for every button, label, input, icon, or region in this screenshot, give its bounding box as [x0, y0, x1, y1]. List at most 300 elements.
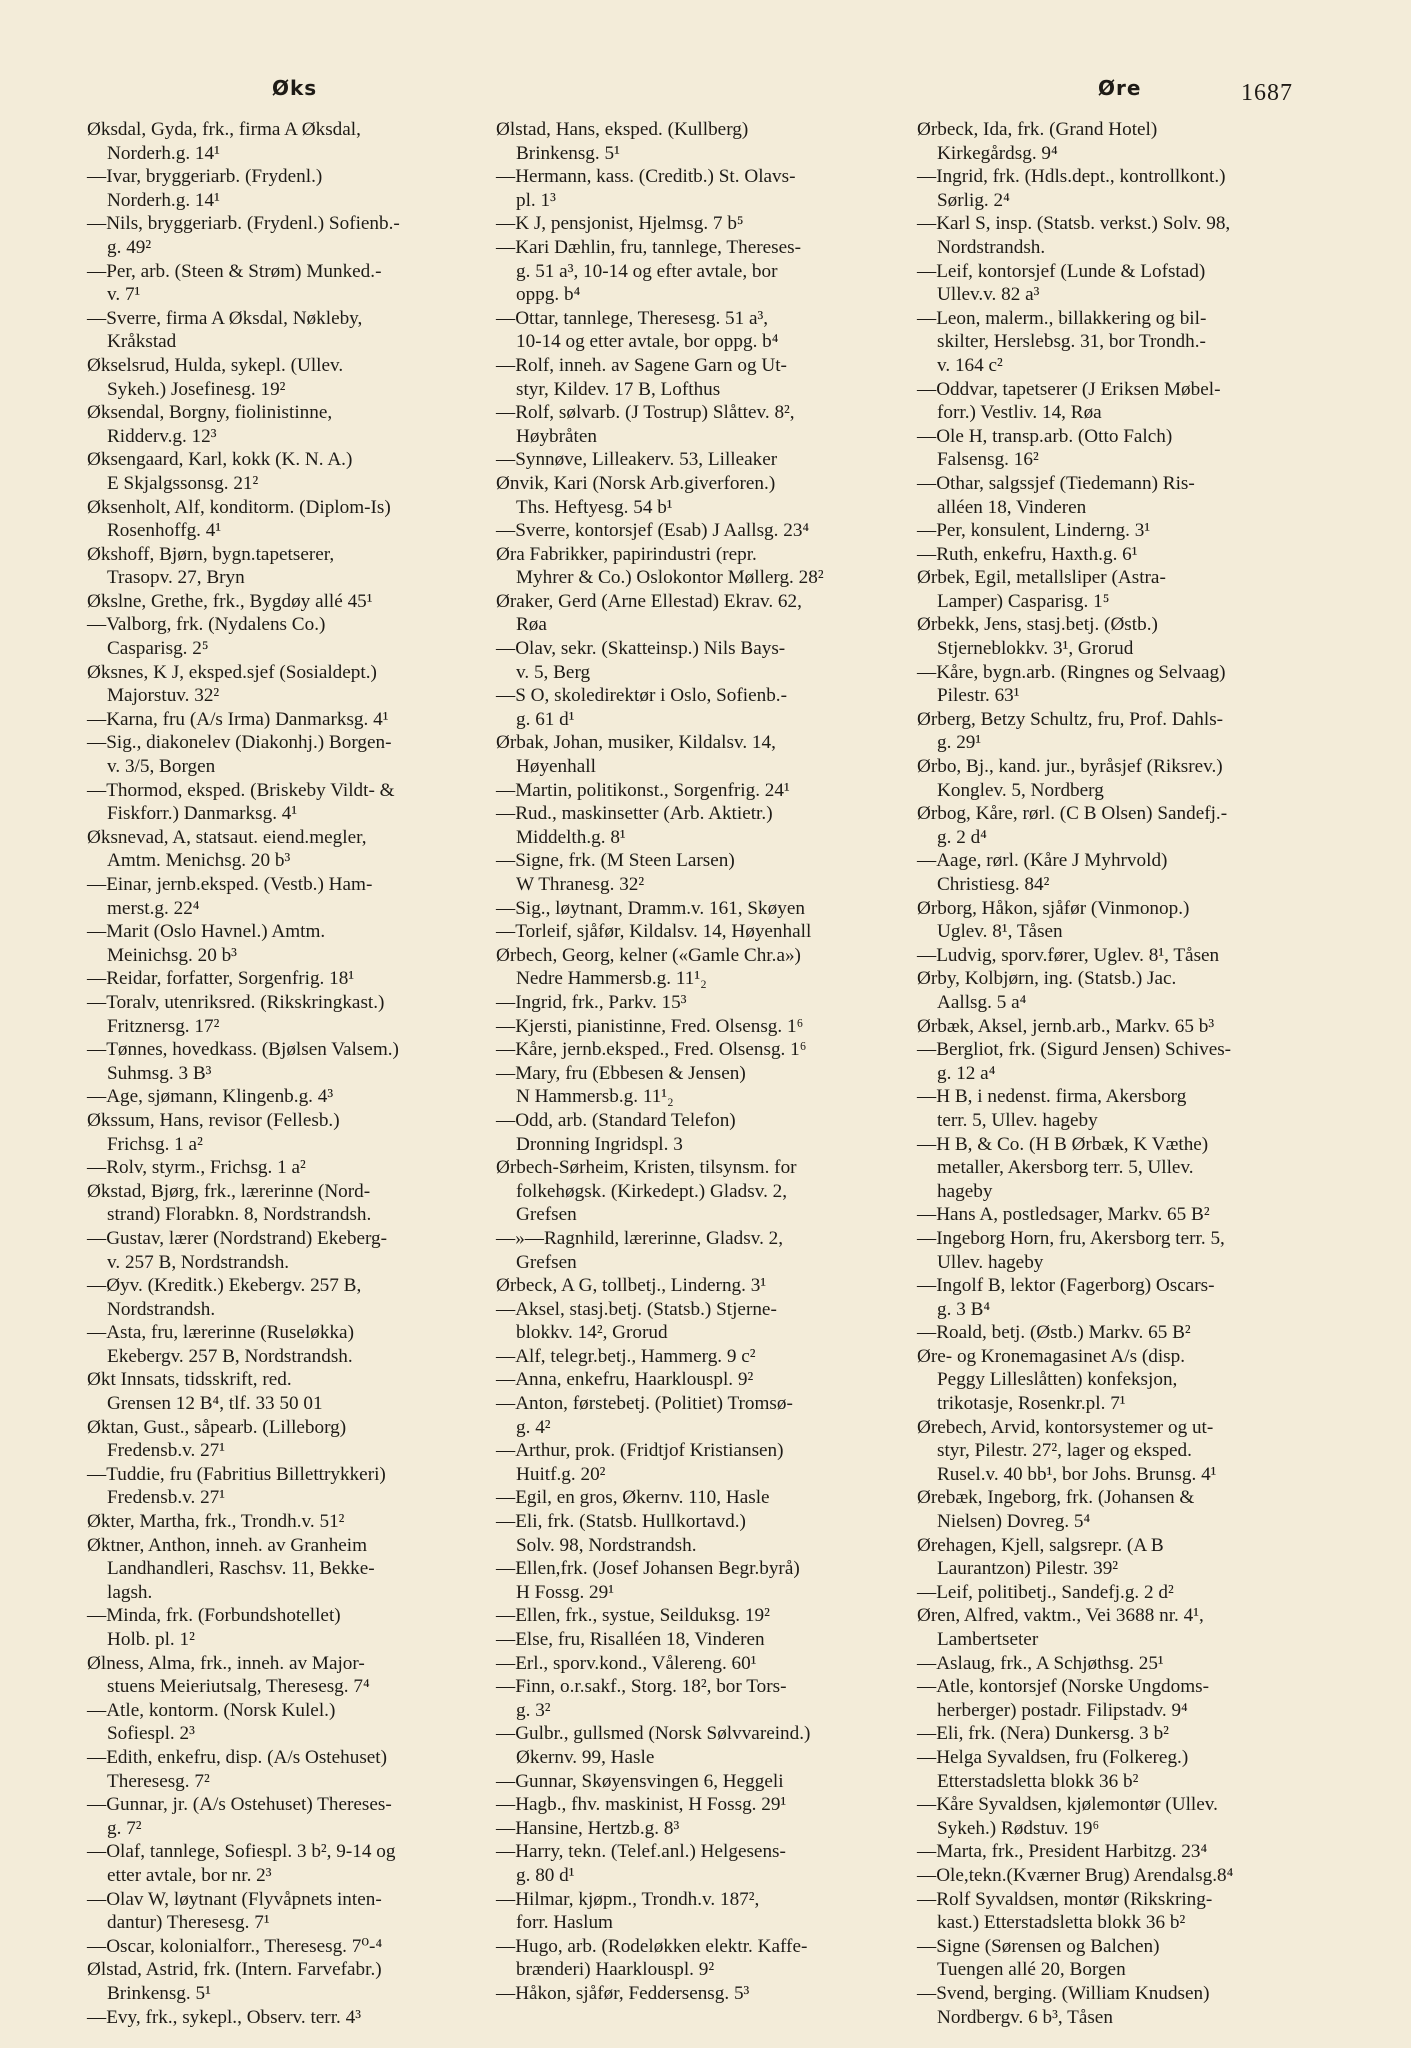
- entry-line: —Atle, kontorsjef (Norske Ungdoms-: [917, 1676, 1210, 1698]
- entry-line: Øksengaard, Karl, kokk (K. N. A.): [87, 449, 353, 471]
- directory-entry: [496, 590, 904, 637]
- entry-continuation: Theresesg. 7²: [107, 1770, 210, 1792]
- entry-line: —Alf, telegr.betj., Hammerg. 9 c²: [496, 1345, 756, 1367]
- directory-entry: [496, 1109, 904, 1156]
- entry-line: Øksenholt, Alf, konditorm. (Diplom-Is): [87, 496, 391, 518]
- entry-line: —Hagb., fhv. maskinist, H Fossg. 29¹: [496, 1794, 787, 1816]
- directory-entry: [87, 1888, 495, 1935]
- entry-continuation: alléen 18, Vinderen: [937, 496, 1087, 518]
- entry-line: —Olav W, løytnant (Flyvåpnets inten-: [87, 1888, 382, 1910]
- directory-entry: [917, 897, 1325, 944]
- entry-line: —Ellen,frk. (Josef Johansen Begr.byrå): [496, 1558, 800, 1580]
- directory-entry: [87, 165, 495, 212]
- directory-entry: [496, 1038, 904, 1062]
- entry-line: —Karna, fru (A/s Irma) Danmarksg. 4¹: [87, 708, 389, 730]
- entry-line: Økstad, Bjørg, frk., lærerinne (Nord-: [87, 1180, 371, 1202]
- directory-entry: [917, 1534, 1325, 1581]
- directory-entry: [87, 708, 495, 732]
- directory-entry: [917, 1652, 1325, 1676]
- directory-entry: [87, 1935, 495, 1959]
- entry-line: —Synnøve, Lilleakerv. 53, Lilleaker: [496, 449, 778, 471]
- directory-entry: [496, 920, 904, 944]
- directory-entry: [496, 637, 904, 684]
- entry-line: —Hermann, kass. (Creditb.) St. Olavs-: [496, 166, 796, 188]
- entry-continuation: v. 257 B, Nordstrandsh.: [107, 1251, 290, 1273]
- entry-line: —Rolf, sølvarb. (J Tostrup) Slåttev. 8²,: [496, 402, 795, 424]
- entry-continuation: stuens Meieriutsalg, Theresesg. 7⁴: [107, 1676, 370, 1698]
- entry-continuation: forr.) Vestliv. 14, Røa: [937, 402, 1102, 424]
- directory-entry: [917, 1345, 1325, 1416]
- entry-continuation: trikotasje, Rosenkr.pl. 7¹: [937, 1393, 1126, 1415]
- directory-entry: [87, 1604, 495, 1651]
- entry-line: —Nils, bryggeriarb. (Frydenl.) Sofienb.-: [87, 213, 400, 235]
- entry-continuation: g. 3²: [516, 1699, 551, 1721]
- directory-entry: [496, 1368, 904, 1392]
- entry-line: —S O, skoledirektør i Oslo, Sofienb.-: [496, 685, 787, 707]
- directory-entry: [917, 1604, 1325, 1651]
- directory-entry: [87, 1746, 495, 1793]
- entry-continuation: Suhmsg. 3 B³: [107, 1062, 212, 1084]
- entry-line: —Hans A, postledsager, Markv. 65 B²: [917, 1204, 1210, 1226]
- directory-entry: [917, 944, 1325, 968]
- directory-entry: [87, 307, 495, 354]
- entry-line: Ørbæk, Aksel, jernb.arb., Markv. 65 b³: [917, 1015, 1215, 1037]
- directory-entry: [917, 1793, 1325, 1840]
- entry-continuation: Fritznersg. 17²: [107, 1015, 220, 1037]
- entry-continuation: g. 61 d¹: [516, 708, 575, 730]
- entry-line: Økter, Martha, frk., Trondh.v. 51²: [87, 1511, 345, 1533]
- entry-continuation: Nedre Hammersb.g. 11¹₂: [516, 968, 707, 990]
- directory-entry: [87, 1840, 495, 1887]
- directory-entry: [917, 1581, 1325, 1605]
- directory-entry: [917, 212, 1325, 259]
- entry-line: —Eli, frk. (Statsb. Hullkortavd.): [496, 1511, 746, 1533]
- entry-continuation: Brinkensg. 5¹: [107, 1982, 211, 2004]
- entry-continuation: merst.g. 22⁴: [107, 897, 200, 919]
- entry-continuation: Sykeh.) Josefinesg. 19²: [107, 378, 286, 400]
- directory-entry: [496, 1840, 904, 1887]
- entry-line: —Toralv, utenriksred. (Rikskringkast.): [87, 991, 385, 1013]
- entry-line: —Marta, frk., President Harbitzg. 23⁴: [917, 1841, 1208, 1863]
- directory-entry: [87, 873, 495, 920]
- entry-continuation: v. 5, Berg: [516, 661, 591, 683]
- entry-continuation: g. 3 B⁴: [937, 1298, 991, 1320]
- entry-line: —Rolf, inneh. av Sagene Garn og Ut-: [496, 354, 787, 376]
- directory-entry: [496, 1298, 904, 1345]
- directory-entry: [496, 1675, 904, 1722]
- entry-continuation: Nordbergv. 6 b³, Tåsen: [937, 2006, 1113, 2028]
- directory-entry: [87, 118, 495, 165]
- directory-entry: [496, 1722, 904, 1769]
- directory-entry: [496, 1274, 904, 1298]
- entry-continuation: Uglev. 8¹, Tåsen: [937, 921, 1063, 943]
- directory-entry: [87, 1368, 495, 1415]
- entry-line: —Helga Syvaldsen, fru (Folkereg.): [917, 1746, 1189, 1768]
- entry-line: —Sig., løytnant, Dramm.v. 161, Skøyen: [496, 897, 805, 919]
- entry-continuation: blokkv. 14², Grorud: [516, 1322, 668, 1344]
- entry-line: —Ruth, enkefru, Haxth.g. 6¹: [917, 543, 1138, 565]
- entry-line: —Håkon, sjåfør, Feddersensg. 5³: [496, 1982, 750, 2004]
- entry-continuation: styr, Pilestr. 27², lager og eksped.: [937, 1440, 1192, 1462]
- entry-continuation: v. 7¹: [107, 284, 141, 306]
- directory-entry: [87, 613, 495, 660]
- entry-line: —Ivar, bryggeriarb. (Frydenl.): [87, 166, 323, 188]
- column-middle: [496, 118, 904, 2006]
- entry-line: —Martin, politikonst., Sorgenfrig. 24¹: [496, 779, 790, 801]
- directory-entry: [87, 779, 495, 826]
- directory-entry: [496, 1652, 904, 1676]
- directory-entry: [496, 1888, 904, 1935]
- directory-entry: [87, 1109, 495, 1156]
- entry-line: —Finn, o.r.sakf., Storg. 18², bor Tors-: [496, 1676, 787, 1698]
- entry-continuation: 10-14 og etter avtale, bor oppg. b⁴: [516, 331, 779, 353]
- entry-continuation: Ullev. hageby: [937, 1251, 1044, 1273]
- entry-line: —Othar, salgssjef (Tiedemann) Ris-: [917, 472, 1195, 494]
- page-number: 1687: [1241, 80, 1293, 106]
- entry-continuation: v. 164 c²: [937, 354, 1003, 376]
- directory-entry: [87, 1652, 495, 1699]
- entry-line: —H B, i nedenst. firma, Akersborg: [917, 1086, 1187, 1108]
- entry-line: Økssum, Hans, revisor (Fellesb.): [87, 1109, 340, 1131]
- entry-continuation: Peggy Lilleslåtten) konfeksjon,: [937, 1369, 1178, 1391]
- entry-line: Ørbeck, Ida, frk. (Grand Hotel): [917, 119, 1158, 140]
- entry-line: —Anna, enkefru, Haarklouspl. 9²: [496, 1369, 754, 1391]
- entry-continuation: Fredensb.v. 27¹: [107, 1487, 226, 1509]
- entry-line: —Øyv. (Kreditk.) Ekebergv. 257 B,: [87, 1275, 362, 1297]
- entry-continuation: Meinichsg. 20 b³: [107, 944, 237, 966]
- entry-line: —Olaf, tannlege, Sofiespl. 3 b², 9-14 og: [87, 1841, 396, 1863]
- directory-entry: [87, 1534, 495, 1605]
- directory-entry: [496, 118, 904, 165]
- directory-entry: [496, 802, 904, 849]
- entry-line: Ørbeck, A G, tollbetj., Linderng. 3¹: [496, 1275, 767, 1297]
- entry-line: Ørbek, Egil, metallsliper (Astra-: [917, 567, 1166, 589]
- entry-continuation: N Hammersb.g. 11¹₂: [516, 1086, 674, 1108]
- entry-line: —Hilmar, kjøpm., Trondh.v. 187²,: [496, 1888, 760, 1910]
- entry-continuation: Huitf.g. 20²: [516, 1463, 606, 1485]
- directory-entry: [87, 212, 495, 259]
- entry-continuation: Nordstrandsh.: [937, 236, 1046, 258]
- entry-continuation: Ekebergv. 257 B, Nordstrandsh.: [107, 1345, 353, 1367]
- entry-continuation: Lambertseter: [937, 1629, 1039, 1650]
- entry-continuation: Røa: [516, 614, 547, 636]
- directory-entry: [496, 1770, 904, 1794]
- directory-entry: [917, 1203, 1325, 1227]
- entry-line: —Edith, enkefru, disp. (A/s Ostehuset): [87, 1746, 388, 1768]
- entry-line: Ørborg, Håkon, sjåfør (Vinmonop.): [917, 897, 1190, 919]
- entry-line: —Erl., sporv.kond., Vålereng. 60¹: [496, 1652, 757, 1674]
- entry-line: Øre- og Kronemagasinet A/s (disp.: [917, 1345, 1186, 1367]
- entry-line: Ørebech, Arvid, kontorsystemer og ut-: [917, 1416, 1214, 1438]
- directory-entry: [87, 354, 495, 401]
- directory-entry: [917, 1416, 1325, 1487]
- directory-entry: [496, 472, 904, 519]
- entry-line: —Sig., diakonelev (Diakonhj.) Borgen-: [87, 732, 392, 754]
- entry-line: —Ole,tekn.(Kværner Brug) Arendalsg.8⁴: [917, 1864, 1234, 1886]
- entry-continuation: Norderh.g. 14¹: [107, 142, 220, 164]
- entry-continuation: Sykeh.) Rødstuv. 19⁶: [937, 1817, 1100, 1839]
- entry-line: —Einar, jernb.eksped. (Vestb.) Ham-: [87, 874, 373, 895]
- directory-entry: [917, 802, 1325, 849]
- directory-entry: [917, 118, 1325, 165]
- directory-entry: [917, 1274, 1325, 1321]
- entry-line: —Hansine, Hertzb.g. 8³: [496, 1817, 680, 1839]
- directory-entry: [87, 991, 495, 1038]
- entry-line: —Ludvig, sporv.fører, Uglev. 8¹, Tåsen: [917, 944, 1220, 966]
- entry-continuation: folkehøgsk. (Kirkedept.) Gladsv. 2,: [516, 1180, 788, 1202]
- entry-line: Øraker, Gerd (Arne Ellestad) Ekrav. 62,: [496, 590, 802, 612]
- entry-continuation: Frichsg. 1 a²: [107, 1133, 203, 1155]
- entry-line: —Thormod, eksped. (Briskeby Vildt- &: [87, 779, 395, 801]
- directory-entry: [917, 1722, 1325, 1746]
- entry-line: —Gulbr., gullsmed (Norsk Sølvvareind.): [496, 1723, 811, 1745]
- entry-line: Ølstad, Astrid, frk. (Intern. Farvefabr.): [87, 1959, 382, 1981]
- entry-line: —Gustav, lærer (Nordstrand) Ekeberg-: [87, 1227, 387, 1249]
- directory-entry: [496, 448, 904, 472]
- entry-line: —K J, pensjonist, Hjelmsg. 7 b⁵: [496, 213, 744, 235]
- directory-entry: [87, 826, 495, 873]
- entry-continuation: Rusel.v. 40 bb¹, bor Johs. Brunsg. 4¹: [937, 1463, 1217, 1485]
- entry-continuation: Norderh.g. 14¹: [107, 189, 220, 211]
- entry-line: —Rolv, styrm., Frichsg. 1 a²: [87, 1157, 306, 1179]
- entry-continuation: pl. 1³: [516, 189, 556, 211]
- directory-entry: [496, 1793, 904, 1817]
- entry-line: —H B, & Co. (H B Ørbæk, K Væthe): [917, 1133, 1209, 1155]
- entry-continuation: Ridderv.g. 12³: [107, 425, 217, 447]
- entry-continuation: E Skjalgssonsg. 21²: [107, 472, 259, 494]
- directory-entry: [917, 1321, 1325, 1345]
- entry-line: Ørby, Kolbjørn, ing. (Statsb.) Jac.: [917, 968, 1177, 990]
- entry-line: Ølstad, Hans, eksped. (Kullberg): [496, 119, 749, 140]
- directory-entry: [87, 1793, 495, 1840]
- entry-line: —Else, fru, Risalléen 18, Vinderen: [496, 1629, 765, 1650]
- entry-line: —Ingrid, frk. (Hdls.dept., kontrollkont.): [917, 166, 1226, 188]
- entry-line: —Ole H, transp.arb. (Otto Falch): [917, 425, 1173, 447]
- directory-entry: [87, 1510, 495, 1534]
- entry-line: —Signe (Sørensen og Balchen): [917, 1935, 1160, 1957]
- entry-line: Øktan, Gust., såpearb. (Lilleborg): [87, 1416, 347, 1438]
- entry-continuation: Laurantzon) Pilestr. 39²: [937, 1558, 1119, 1580]
- directory-entry: [496, 1227, 904, 1274]
- entry-line: Økselsrud, Hulda, sykepl. (Ullev.: [87, 354, 344, 376]
- entry-line: Øksnes, K J, eksped.sjef (Sosialdept.): [87, 661, 377, 683]
- directory-entry: [87, 2006, 495, 2030]
- entry-line: Øksdal, Gyda, frk., firma A Øksdal,: [87, 119, 361, 140]
- directory-entry: [496, 1628, 904, 1652]
- entry-line: Ørbak, Johan, musiker, Kildalsv. 14,: [496, 732, 776, 754]
- directory-entry: [496, 991, 904, 1015]
- directory-entry: [87, 1038, 495, 1085]
- entry-continuation: terr. 5, Ullev. hageby: [937, 1109, 1098, 1131]
- directory-entry: [496, 236, 904, 307]
- entry-continuation: Holb. pl. 1²: [107, 1629, 195, 1650]
- directory-entry: [496, 165, 904, 212]
- directory-entry: [496, 1062, 904, 1109]
- entry-continuation: Landhandleri, Raschsv. 11, Bekke-: [107, 1558, 375, 1580]
- directory-entry: [496, 1015, 904, 1039]
- directory-entry: [917, 1840, 1325, 1864]
- entry-continuation: etter avtale, bor nr. 2³: [107, 1864, 272, 1886]
- entry-continuation: forr. Haslum: [516, 1912, 613, 1934]
- directory-entry: [917, 1085, 1325, 1132]
- entry-continuation: Etterstadsletta blokk 36 b²: [937, 1770, 1139, 1792]
- entry-line: Ørbech-Sørheim, Kristen, tilsynsm. for: [496, 1157, 797, 1179]
- directory-entry: [496, 1935, 904, 1982]
- entry-continuation: Solv. 98, Nordstrandsh.: [516, 1534, 697, 1556]
- entry-continuation: Sofiespl. 2³: [107, 1723, 195, 1745]
- directory-entry: [917, 1935, 1325, 1982]
- entry-line: Ønvik, Kari (Norsk Arb.giverforen.): [496, 472, 776, 494]
- directory-entry: [496, 307, 904, 354]
- entry-line: Ørbekk, Jens, stasj.betj. (Østb.): [917, 614, 1158, 636]
- directory-entry: [496, 731, 904, 778]
- entry-continuation: Konglev. 5, Nordberg: [937, 779, 1104, 801]
- entry-continuation: Økernv. 99, Hasle: [516, 1746, 655, 1768]
- entry-continuation: Aallsg. 5 a⁴: [937, 991, 1027, 1013]
- directory-entry: [917, 1864, 1325, 1888]
- entry-continuation: Kirkegårdsg. 9⁴: [937, 142, 1058, 164]
- entry-continuation: skilter, Herslebsg. 31, bor Trondh.-: [937, 331, 1206, 353]
- directory-entry: [496, 779, 904, 803]
- entry-continuation: herberger) postadr. Filipstadv. 9⁴: [937, 1699, 1188, 1721]
- entry-continuation: metaller, Akersborg terr. 5, Ullev.: [937, 1157, 1194, 1179]
- directory-entry: [87, 1463, 495, 1510]
- directory-entry: [87, 1180, 495, 1227]
- entry-line: —Leon, malerm., billakkering og bil-: [917, 307, 1207, 329]
- directory-entry: [917, 425, 1325, 472]
- directory-entry: [917, 1982, 1325, 2029]
- entry-line: —Tuddie, fru (Fabritius Billettrykkeri): [87, 1463, 386, 1485]
- entry-continuation: Sørlig. 2⁴: [937, 189, 1010, 211]
- directory-entry: [87, 1227, 495, 1274]
- directory-entry: [496, 1486, 904, 1510]
- entry-line: —Leif, politibetj., Sandefj.g. 2 d²: [917, 1581, 1174, 1603]
- directory-entry: [917, 472, 1325, 519]
- entry-line: —Oddvar, tapetserer (J Eriksen Møbel-: [917, 378, 1221, 400]
- directory-entry: [496, 1345, 904, 1369]
- entry-continuation: H Fossg. 29¹: [516, 1581, 614, 1603]
- entry-line: —Torleif, sjåfør, Kildalsv. 14, Høyenhall: [496, 921, 812, 943]
- entry-line: —Per, arb. (Steen & Strøm) Munked.-: [87, 260, 382, 282]
- directory-entry: [917, 661, 1325, 708]
- directory-entry: [496, 354, 904, 401]
- entry-line: Ølness, Alma, frk., inneh. av Major-: [87, 1652, 365, 1674]
- entry-continuation: Middelth.g. 8¹: [516, 826, 626, 848]
- directory-entry: [496, 944, 904, 991]
- entry-line: —Signe, frk. (M Steen Larsen): [496, 850, 735, 872]
- entry-line: —Kari Dæhlin, fru, tannlege, Thereses-: [496, 236, 801, 258]
- entry-line: —Ingeborg Horn, fru, Akersborg terr. 5,: [917, 1227, 1225, 1249]
- entry-line: —Mary, fru (Ebbesen & Jensen): [496, 1062, 746, 1084]
- directory-entry: [87, 543, 495, 590]
- directory-entry: [496, 1439, 904, 1486]
- entry-continuation: Fiskforr.) Danmarksg. 4¹: [107, 803, 298, 825]
- directory-entry: [87, 260, 495, 307]
- directory-entry: [917, 1015, 1325, 1039]
- directory-entry: [87, 920, 495, 967]
- entry-continuation: Falsensg. 16²: [937, 449, 1039, 471]
- entry-line: —Egil, en gros, Økernv. 110, Hasle: [496, 1487, 770, 1509]
- entry-continuation: g. 12 a⁴: [937, 1062, 996, 1084]
- entry-line: —Per, konsulent, Linderng. 3¹: [917, 520, 1151, 542]
- entry-line: Ørbech, Georg, kelner («Gamle Chr.a»): [496, 944, 801, 966]
- directory-entry: [496, 1604, 904, 1628]
- directory-entry: [87, 496, 495, 543]
- directory-entry: [87, 448, 495, 495]
- directory-entry: [87, 967, 495, 991]
- directory-entry: [917, 307, 1325, 378]
- entry-line: —Roald, betj. (Østb.) Markv. 65 B²: [917, 1322, 1191, 1344]
- directory-entry: [917, 1746, 1325, 1793]
- directory-entry: [917, 1227, 1325, 1274]
- directory-entry: [496, 1392, 904, 1439]
- entry-continuation: g. 2 d⁴: [937, 826, 987, 848]
- directory-entry: [496, 849, 904, 896]
- entry-line: —Aage, rørl. (Kåre J Myhrvold): [917, 850, 1168, 872]
- entry-continuation: Trasopv. 27, Bryn: [107, 567, 245, 589]
- directory-entry: [87, 1321, 495, 1368]
- entry-line: —Kåre, bygn.arb. (Ringnes og Selvaag): [917, 661, 1226, 683]
- entry-line: —Arthur, prok. (Fridtjof Kristiansen): [496, 1440, 784, 1462]
- entry-line: Ørbo, Bj., kand. jur., byråsjef (Riksrev.): [917, 756, 1223, 778]
- entry-line: —Rud., maskinsetter (Arb. Aktietr.): [496, 803, 773, 825]
- directory-entry: [496, 897, 904, 921]
- directory-entry: [917, 1675, 1325, 1722]
- entry-continuation: Høybråten: [516, 425, 597, 447]
- directory-entry: [917, 1486, 1325, 1533]
- directory-entry: [496, 1510, 904, 1557]
- entry-continuation: g. 7²: [107, 1817, 142, 1839]
- entry-line: —Ingrid, frk., Parkv. 15³: [496, 991, 687, 1013]
- entry-continuation: v. 3/5, Borgen: [107, 756, 216, 778]
- entry-line: Ørberg, Betzy Schultz, fru, Prof. Dahls-: [917, 708, 1224, 730]
- directory-entry: [917, 260, 1325, 307]
- entry-line: —Rolf Syvaldsen, montør (Rikskring-: [917, 1888, 1213, 1910]
- entry-line: —Aksel, stasj.betj. (Statsb.) Stjerne-: [496, 1298, 777, 1320]
- entry-continuation: Kråkstad: [107, 331, 177, 353]
- entry-line: —Aslaug, frk., A Schjøthsg. 25¹: [917, 1652, 1164, 1674]
- directory-entry: [87, 401, 495, 448]
- entry-line: Øksnevad, A, statsaut. eiend.megler,: [87, 826, 367, 848]
- entry-continuation: Brinkensg. 5¹: [516, 142, 620, 164]
- directory-entry: [496, 1557, 904, 1604]
- directory-entry: [917, 967, 1325, 1014]
- running-head-right: Øre: [1098, 76, 1142, 100]
- directory-entry: [917, 1888, 1325, 1935]
- entry-continuation: g. 29¹: [937, 732, 982, 754]
- entry-continuation: Pilestr. 63¹: [937, 685, 1020, 707]
- entry-line: —Ellen, frk., systue, Seilduksg. 19²: [496, 1605, 770, 1627]
- entry-line: Økslne, Grethe, frk., Bygdøy allé 45¹: [87, 590, 373, 612]
- entry-line: —Karl S, insp. (Statsb. verkst.) Solv. 98,: [917, 213, 1231, 235]
- directory-entry: [496, 1817, 904, 1841]
- entry-continuation: g. 4²: [516, 1416, 551, 1438]
- directory-entry: [917, 378, 1325, 425]
- entry-line: Økshoff, Bjørn, bygn.tapetserer,: [87, 543, 335, 565]
- entry-line: —Ingolf B, lektor (Fagerborg) Oscars-: [917, 1275, 1215, 1297]
- directory-entry: [496, 519, 904, 543]
- directory-entry: [917, 519, 1325, 543]
- entry-continuation: Stjerneblokkv. 3¹, Grorud: [937, 638, 1134, 660]
- entry-line: —Valborg, frk. (Nydalens Co.): [87, 614, 326, 636]
- entry-continuation: g. 80 d¹: [516, 1864, 575, 1886]
- directory-entry: [87, 1416, 495, 1463]
- entry-line: —Kåre Syvaldsen, kjølemontør (Ullev.: [917, 1794, 1218, 1816]
- entry-continuation: Lamper) Casparisg. 1⁵: [937, 590, 1110, 612]
- entry-continuation: Tuengen allé 20, Borgen: [937, 1959, 1126, 1981]
- entry-continuation: oppg. b⁴: [516, 284, 581, 306]
- directory-entry: [917, 613, 1325, 660]
